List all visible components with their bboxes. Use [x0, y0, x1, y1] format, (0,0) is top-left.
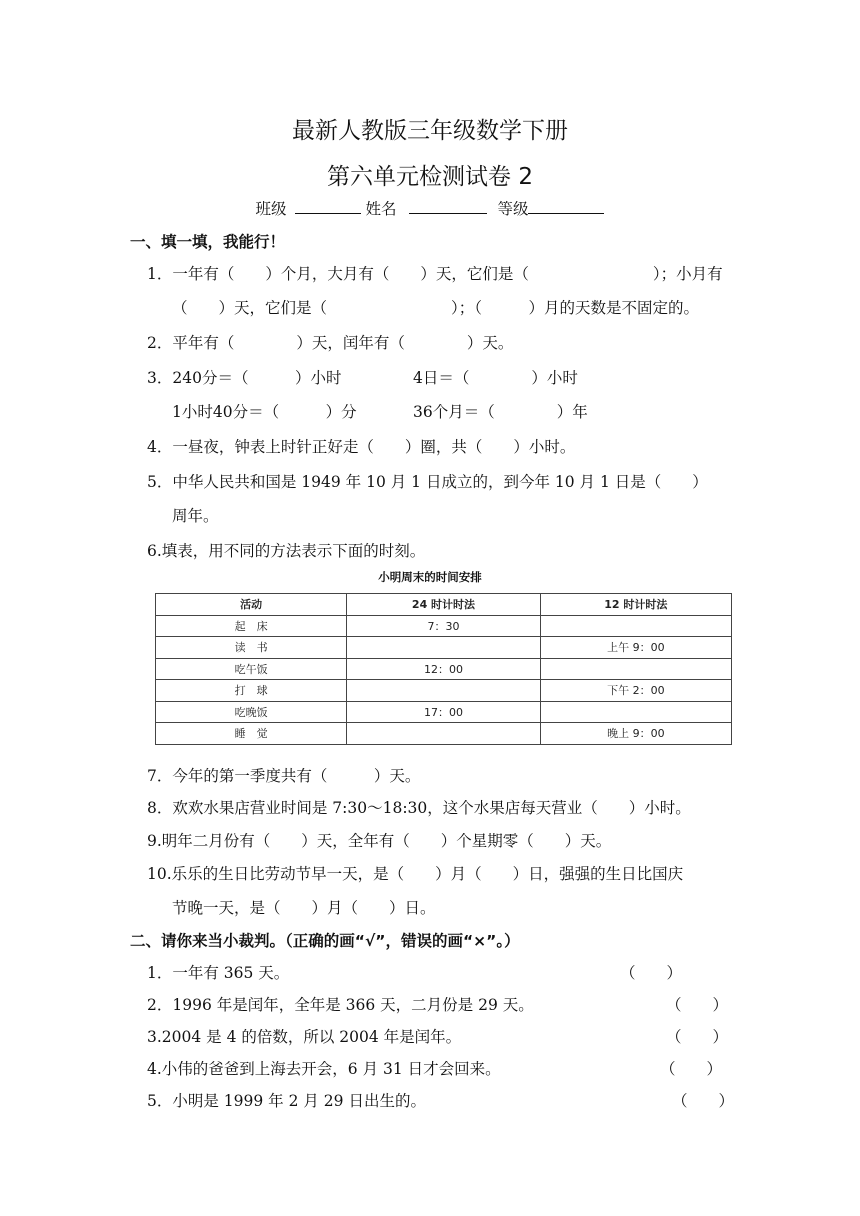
question-10-line1: 10.乐乐的生日比劳动节早一天，是（ ）月（ ）日，强强的生日比国庆 [147, 865, 684, 883]
student-info-line [0, 197, 860, 219]
judge-item-5: 5．小明是 1999 年 2 月 29 日出生的。 [147, 1092, 426, 1110]
table-cell: 吃午饭 [156, 658, 347, 680]
table-cell[interactable] [347, 723, 540, 745]
table-cell: 读 书 [156, 637, 347, 659]
table-row [156, 637, 732, 659]
question-10-line2: 节晚一天，是（ ）月（ ）日。 [172, 899, 436, 917]
judge-answer-3[interactable]: （ ） [666, 1028, 729, 1046]
question-3-left-2: 1小时40分＝（ ）分 [172, 403, 357, 421]
table-cell: 睡 觉 [156, 723, 347, 745]
table-cell: 吃晚饭 [156, 701, 347, 723]
section1-heading: 一、填一填，我能行！ [130, 233, 286, 251]
page-subtitle: 第六单元检测试卷 2 [327, 164, 533, 190]
table-header-row [156, 594, 732, 616]
judge-item-3: 3.2004 是 4 的倍数，所以 2004 年是闰年。 [147, 1028, 462, 1046]
table-title: 小明周末的时间安排 [378, 570, 482, 584]
question-6: 6.填表，用不同的方法表示下面的时刻。 [147, 542, 426, 560]
judge-answer-4[interactable]: （ ） [660, 1060, 723, 1078]
table-row [156, 701, 732, 723]
table-cell[interactable] [347, 637, 540, 659]
table-row [156, 658, 732, 680]
table-cell: 打 球 [156, 680, 347, 702]
question-1-line2: （ ）天，它们是（ ）；（ ）月的天数是不固定的。 [172, 299, 700, 317]
table-cell[interactable] [347, 680, 540, 702]
table-cell[interactable]: 晚上 9：00 [540, 723, 731, 745]
class-label: 班级 [255, 200, 287, 218]
section2-heading: 二、请你来当小裁判。（正确的画“√”，错误的画“×”。） [130, 932, 520, 950]
question-4: 4．一昼夜，钟表上时针正好走（ ）圈，共（ ）小时。 [147, 438, 576, 456]
question-5-line1: 5．中华人民共和国是 1949 年 10 月 1 日成立的，到今年 10 月 1 日是（ ） [147, 473, 708, 491]
table-row [156, 680, 732, 702]
question-3-right-2: 36个月＝（ ）年 [413, 403, 588, 421]
question-1-line1: 1．一年有（ ）个月，大月有（ ）天，它们是（ ）；小月有 [147, 265, 723, 283]
question-7: 7．今年的第一季度共有（ ）天。 [147, 767, 421, 785]
question-3-right-1: 4日＝（ ）小时 [413, 369, 578, 387]
table-cell: 起 床 [156, 615, 347, 637]
name-label: 姓名 [365, 200, 397, 218]
name-blank[interactable] [409, 199, 487, 214]
judge-answer-2[interactable]: （ ） [666, 996, 729, 1014]
grade-label: 等级 [497, 200, 529, 218]
judge-item-2: 2．1996 年是闰年，全年是 366 天，二月份是 29 天。 [147, 996, 534, 1014]
schedule-table [155, 593, 732, 745]
table-header: 24 时计时法 [347, 594, 540, 616]
question-2: 2．平年有（ ）天，闰年有（ ）天。 [147, 334, 514, 352]
table-cell[interactable]: 17：00 [347, 701, 540, 723]
judge-item-1: 1．一年有 365 天。 [147, 964, 290, 982]
table-row [156, 615, 732, 637]
table-row [156, 723, 732, 745]
table-cell[interactable] [540, 615, 731, 637]
question-3-left-1: 3．240分＝（ ）小时 [147, 369, 342, 387]
page-title: 最新人教版三年级数学下册 [292, 118, 568, 144]
table-cell[interactable]: 上午 9：00 [540, 637, 731, 659]
question-9: 9.明年二月份有（ ）天，全年有（ ）个星期零（ ）天。 [147, 832, 612, 850]
class-blank[interactable] [295, 199, 361, 214]
table-cell[interactable]: 7：30 [347, 615, 540, 637]
table-cell[interactable]: 下午 2：00 [540, 680, 731, 702]
table-header: 活动 [156, 594, 347, 616]
table-cell[interactable]: 12：00 [347, 658, 540, 680]
table-cell[interactable] [540, 658, 731, 680]
judge-answer-5[interactable]: （ ） [672, 1092, 735, 1110]
grade-blank[interactable] [528, 199, 604, 214]
question-5-line2: 周年。 [172, 507, 219, 525]
question-8: 8．欢欢水果店营业时间是 7:30～18:30，这个水果店每天营业（ ）小时。 [147, 799, 691, 817]
table-cell[interactable] [540, 701, 731, 723]
judge-item-4: 4.小伟的爸爸到上海去开会，6 月 31 日才会回来。 [147, 1060, 501, 1078]
table-header: 12 时计时法 [540, 594, 731, 616]
judge-answer-1[interactable]: （ ） [620, 964, 683, 982]
